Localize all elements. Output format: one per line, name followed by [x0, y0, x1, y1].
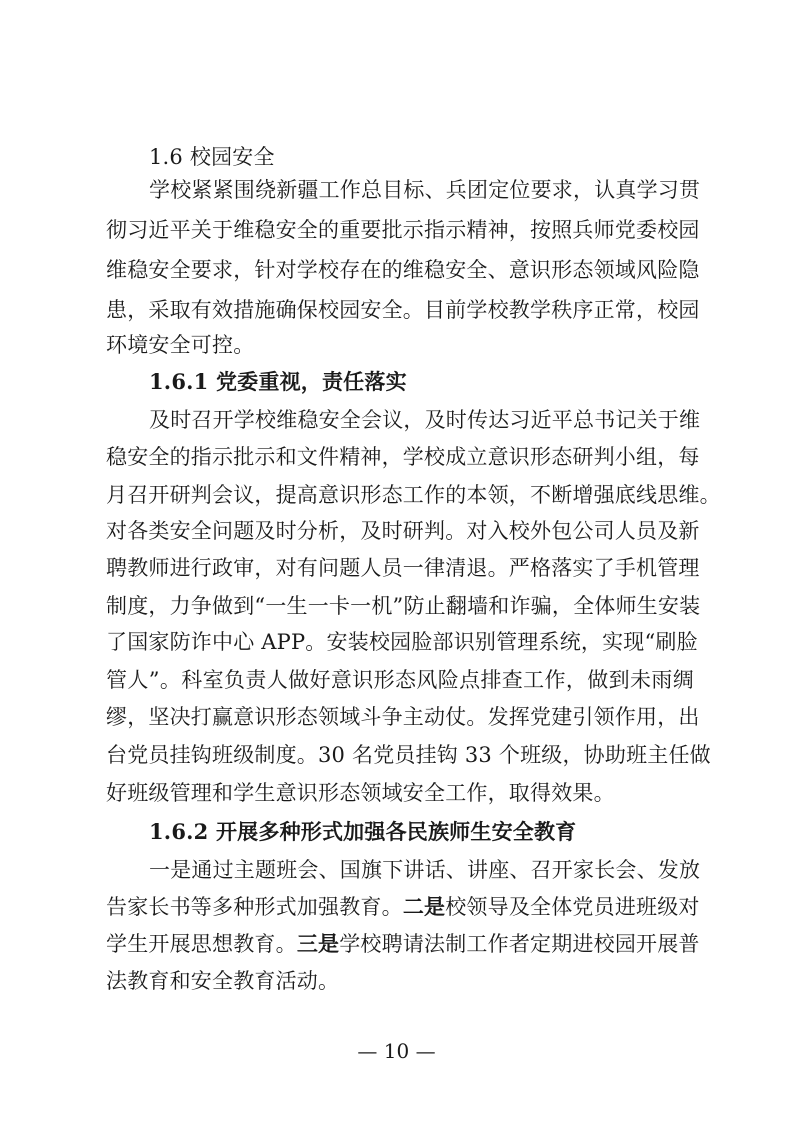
- paragraph-line: 管人”。科室负责人做好意识形态风险点排查工作，做到未雨绸: [106, 668, 694, 692]
- subsection-title: 1.6.1 党委重视，责任落实: [149, 369, 407, 394]
- paragraph-line: [106, 924, 700, 964]
- paragraph-line: 聘教师进行政审，对有问题人员一律清退。严格落实了手机管理: [106, 556, 700, 580]
- paragraph-line: 环境安全可控。: [106, 333, 255, 357]
- page-number: — 10 —: [357, 1039, 436, 1063]
- text-segment: 学校聘请法制工作者定期进校园开展普: [339, 932, 700, 956]
- paragraph-line: 一是通过主题班会、国旗下讲话、讲座、召开家长会、发放: [149, 858, 701, 882]
- paragraph-line: 缪，坚决打赢意识形态领域斗争主动仗。发挥党建引领作用，出: [106, 705, 700, 729]
- paragraph-line: 患，采取有效措施确保校园安全。目前学校教学秩序正常，校园: [106, 298, 700, 322]
- paragraph-line: 及时召开学校维稳安全会议，及时传达习近平总书记关于维: [149, 408, 701, 432]
- paragraph-line: 彻习近平关于维稳安全的重要批示指示精神，按照兵师党委校园: [106, 218, 700, 242]
- text-segment: 告家长书等多种形式加强教育。: [106, 895, 403, 919]
- paragraph-line: 台党员挂钩班级制度。30 名党员挂钩 33 个班级，协助班主任做: [106, 743, 711, 767]
- paragraph-line: 制度，力争做到“一生一卡一机”防止翻墙和诈骗，全体师生安装: [106, 594, 701, 618]
- paragraph-line: 月召开研判会议，提高意识形态工作的本领，不断增强底线思维。: [106, 483, 721, 507]
- paragraph-line: 维稳安全要求，针对学校存在的维稳安全、意识形态领域风险隐: [106, 258, 700, 282]
- paragraph-line: 对各类安全问题及时分析，及时研判。对入校外包公司人员及新: [106, 519, 700, 543]
- paragraph-line: 学校紧紧围绕新疆工作总目标、兵团定位要求，认真学习贯: [149, 178, 701, 202]
- text-segment: 校领导及全体党员进班级对: [445, 895, 700, 919]
- section-title: 1.6 校园安全: [149, 145, 275, 169]
- paragraph-line: [106, 887, 700, 927]
- paragraph-line: 好班级管理和学生意识形态领域安全工作，取得效果。: [106, 781, 615, 805]
- paragraph-line: 了国家防诈中心 APP。安装校园脸部识别管理系统，实现“刷脸: [106, 630, 698, 654]
- text-segment: 学生开展思想教育。: [106, 932, 297, 956]
- paragraph-line: 稳安全的指示批示和文件精神，学校成立意识形态研判小组，每: [106, 445, 700, 469]
- subsection-title: 1.6.2 开展多种形式加强各民族师生安全教育: [149, 819, 577, 844]
- emphasis-text: 三是: [296, 931, 340, 956]
- paragraph-line: 法教育和安全教育活动。: [106, 969, 340, 993]
- emphasis-text: 二是: [402, 894, 446, 919]
